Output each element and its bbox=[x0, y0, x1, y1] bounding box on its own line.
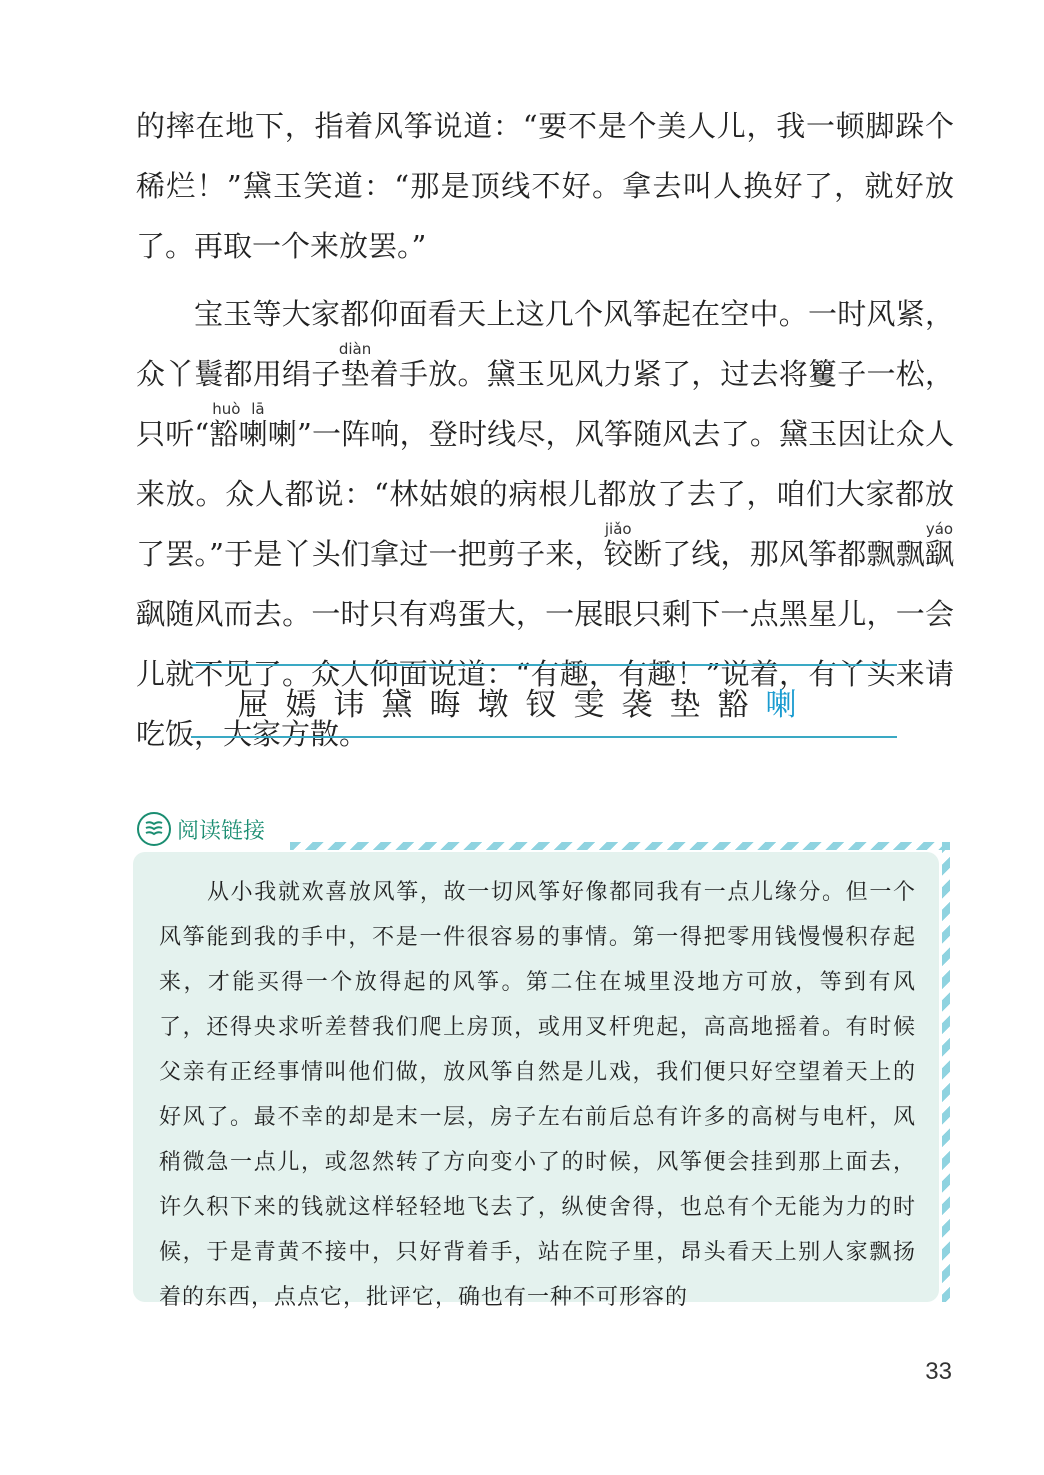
new-character: 晦 bbox=[429, 686, 461, 723]
reading-link-text: 从小我就欢喜放风筝，故一切风筝好像都同我有一点儿缘分。但一个风筝能到我的手中，不是一件很容易的事情。第一得把零用钱慢慢积存起来，才能买得一个放得起的风筝。第二住在城里没地方可放，等到有风了，还得央求听差替我们爬上房顶，或用叉杆兜起，高高地摇着。有时候父亲有正经事情叫他们做，放风筝自然是儿戏，我们便只好空望着天上的好风了。最不幸的却是末一层，房子左右前后总有许多的高树与电杆，风稍微急一点儿，或忽然转了方向变小了的时候，风筝便会挂到那上面去，许久积下来的钱就这样轻轻地飞去了，纵使舍得，也总有个无能为力的时候，于是青黄不接中，只好背着手，站在院子里，昂头看天上别人家飘扬着的东西，点点它，批评它，确也有一种不可形容的 bbox=[159, 880, 916, 1310]
new-character: 豁 bbox=[717, 686, 749, 723]
reading-link-box bbox=[133, 852, 939, 1310]
new-characters-row bbox=[191, 666, 897, 736]
paragraph-1: 的摔在地下，指着风筝说道：“要不是个美人儿，我一顿脚跺个稀烂！”黛玉笑道：“那是顶线不好。拿去叫人换好了，就好放了。再取一个来放罢。” bbox=[136, 109, 954, 263]
new-character: 嫣 bbox=[285, 686, 317, 723]
new-character: 钗 bbox=[525, 686, 557, 723]
new-character: 垫 bbox=[669, 686, 701, 723]
pinyin-annotation: 铰jiǎo bbox=[603, 520, 633, 571]
pinyin-annotation: 豁喇huò lā bbox=[209, 400, 268, 451]
stripe-border-right bbox=[942, 842, 950, 1302]
new-character-highlighted: 喇 bbox=[765, 686, 797, 723]
reading-link-title: 阅读链接 bbox=[177, 818, 266, 844]
new-characters-box bbox=[191, 664, 897, 738]
page-number: 33 bbox=[925, 1358, 952, 1385]
new-character: 屉 bbox=[237, 686, 269, 723]
new-character: 墩 bbox=[477, 686, 509, 723]
new-character: 雯 bbox=[573, 686, 605, 723]
reading-link-header bbox=[137, 812, 265, 846]
pinyin-annotation: 垫diàn bbox=[338, 340, 372, 391]
new-character: 讳 bbox=[333, 686, 365, 723]
new-character: 袭 bbox=[621, 686, 653, 723]
paragraph-2: 宝玉等大家都仰面看天上这几个风筝起在空中。一时风紧，众丫鬟都用绢子垫diàn着手放。黛玉见风力紧了，过去将籰子一松，只听“豁喇huò lā喇”一阵响，登时线尽，风筝随风去了。黛玉因让众人来放。众人都说：“林姑娘的病根儿都放了去了，咱们大家都放了罢。”于是丫头们拿过一把剪子来，铰jiǎo断了线，那风筝都飘飘飖yáo飖随风而去。一时只有鸡蛋大，一展眼只剩下一点黑星儿，一会儿就不见了。众人仰面说道：“有趣，有趣！”说着，有丫头来请吃饭，大家方散。 bbox=[136, 297, 955, 751]
stripe-border-top bbox=[290, 842, 950, 850]
book-icon bbox=[137, 812, 171, 846]
new-character: 黛 bbox=[381, 686, 413, 723]
pinyin-annotation: 飖yáo bbox=[924, 520, 954, 571]
